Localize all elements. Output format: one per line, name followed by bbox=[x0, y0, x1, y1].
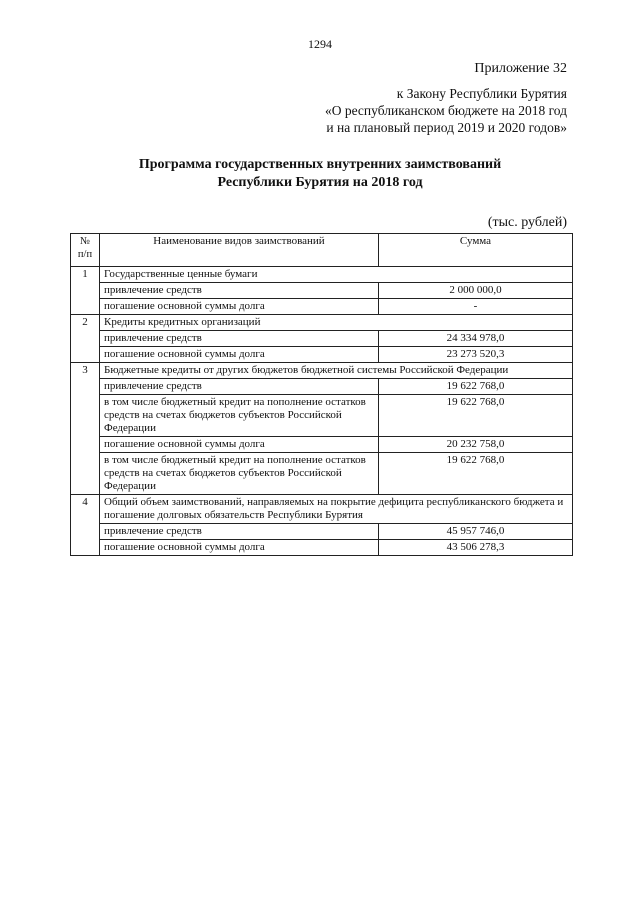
row-value: 19 622 768,0 bbox=[379, 379, 573, 395]
row-label: погашение основной суммы долга bbox=[100, 540, 379, 556]
units-label: (тыс. рублей) bbox=[487, 215, 567, 230]
row-value: 19 622 768,0 bbox=[379, 453, 573, 495]
row-label: в том числе бюджетный кредит на пополнение остатков средств на счетах бюджетов субъектов Российской Федерации bbox=[100, 395, 379, 437]
section-number: 4 bbox=[71, 495, 100, 556]
row-value: - bbox=[379, 299, 573, 315]
appendix-line-3: и на плановый период 2019 и 2020 годов» bbox=[326, 120, 567, 135]
appendix-line-2: «О республиканском бюджете на 2018 год bbox=[324, 103, 567, 118]
section-name: Бюджетные кредиты от других бюджетов бюджетной системы Российской Федерации bbox=[100, 363, 573, 379]
row-label: погашение основной суммы долга bbox=[100, 437, 379, 453]
table-section-row bbox=[71, 315, 573, 331]
page-number: 1294 bbox=[308, 37, 332, 51]
row-value: 23 273 520,3 bbox=[379, 347, 573, 363]
document-title-line-1: Программа государственных внутренних заимствований bbox=[138, 157, 502, 172]
row-label: погашение основной суммы долга bbox=[100, 347, 379, 363]
table-row bbox=[71, 437, 573, 453]
table-row bbox=[71, 524, 573, 540]
row-value: 45 957 746,0 bbox=[379, 524, 573, 540]
table-section-row bbox=[71, 267, 573, 283]
table-section-row bbox=[71, 363, 573, 379]
appendix-line-1: к Закону Республики Бурятия bbox=[396, 86, 567, 101]
section-name: Общий объем заимствований, направляемых на покрытие дефицита республиканского бюджета и погашение долговых обязательств Республики Бурятия bbox=[100, 495, 573, 524]
section-number: 2 bbox=[71, 315, 100, 363]
row-label: привлечение средств bbox=[100, 331, 379, 347]
row-value: 43 506 278,3 bbox=[379, 540, 573, 556]
document-title bbox=[0, 156, 640, 192]
table-row bbox=[71, 283, 573, 299]
header-sum: Сумма bbox=[379, 234, 573, 267]
table-row bbox=[71, 453, 573, 495]
row-value: 19 622 768,0 bbox=[379, 395, 573, 437]
row-value: 24 334 978,0 bbox=[379, 331, 573, 347]
table-row bbox=[71, 331, 573, 347]
table-row bbox=[71, 347, 573, 363]
row-label: привлечение средств bbox=[100, 379, 379, 395]
table-row bbox=[71, 395, 573, 437]
table-header-row bbox=[71, 234, 573, 267]
appendix-reference bbox=[325, 85, 567, 136]
table-row bbox=[71, 540, 573, 556]
section-number: 3 bbox=[71, 363, 100, 495]
borrowings-table bbox=[70, 233, 573, 556]
header-name: Наименование видов заимствований bbox=[100, 234, 379, 267]
row-label: привлечение средств bbox=[100, 283, 379, 299]
table-row bbox=[71, 379, 573, 395]
appendix-title: Приложение 32 bbox=[474, 61, 567, 76]
row-label: погашение основной суммы долга bbox=[100, 299, 379, 315]
section-name: Государственные ценные бумаги bbox=[100, 267, 573, 283]
row-label: привлечение средств bbox=[100, 524, 379, 540]
row-label: в том числе бюджетный кредит на пополнение остатков средств на счетах бюджетов субъектов Российской Федерации bbox=[100, 453, 379, 495]
table-row bbox=[71, 299, 573, 315]
document-title-line-2: Республики Бурятия на 2018 год bbox=[217, 175, 423, 190]
section-number: 1 bbox=[71, 267, 100, 315]
section-name: Кредиты кредитных организаций bbox=[100, 315, 573, 331]
row-value: 2 000 000,0 bbox=[379, 283, 573, 299]
row-value: 20 232 758,0 bbox=[379, 437, 573, 453]
table-section-row bbox=[71, 495, 573, 524]
header-number: № п/п bbox=[71, 234, 100, 267]
